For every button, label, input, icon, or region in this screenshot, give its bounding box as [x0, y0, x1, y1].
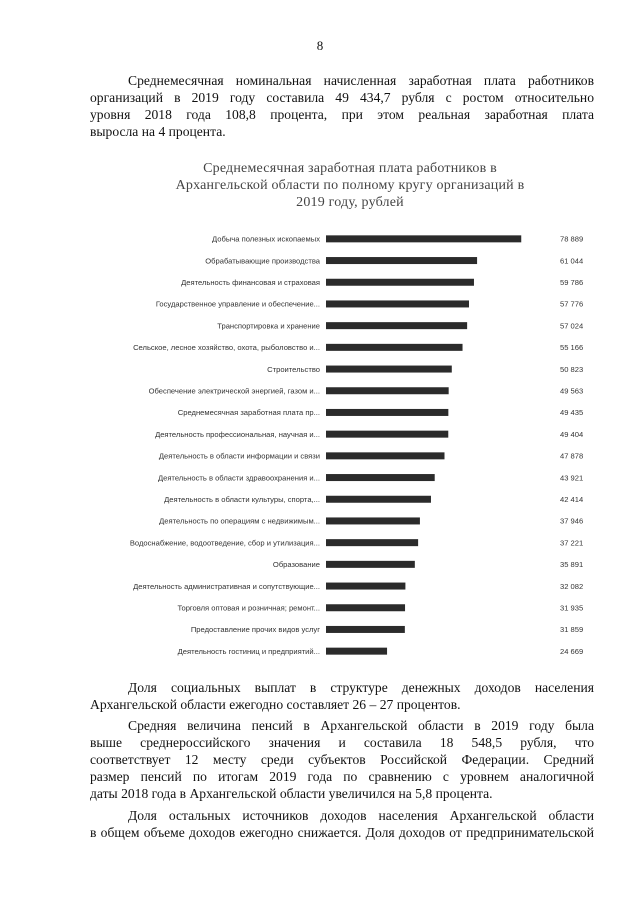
bar — [326, 300, 469, 307]
bar — [326, 431, 448, 438]
category-label: Деятельность в области информации и связи — [158, 451, 320, 461]
category-label: Деятельность финансовая и страховая — [181, 277, 320, 287]
chart-title — [140, 160, 560, 211]
bar — [326, 583, 405, 590]
other-income-line: Доля остальных источников доходов населения Архангельской области — [128, 808, 594, 823]
bar — [326, 517, 420, 524]
bar — [326, 496, 431, 503]
pensions-line: даты 2018 года в Архангельской области увеличился на 5,8 процента. — [90, 786, 493, 801]
bar — [326, 409, 448, 416]
bar — [326, 366, 452, 373]
value-label: 37 946 — [560, 516, 584, 526]
bar — [326, 474, 435, 481]
value-label: 42 414 — [560, 494, 584, 504]
value-label: 35 891 — [560, 560, 584, 570]
value-label: 49 435 — [560, 408, 584, 418]
category-label: Водоснабжение, водоотведение, сбор и утилизация... — [129, 538, 320, 548]
category-label: Деятельность по операциям с недвижимым... — [159, 516, 320, 526]
value-label: 61 044 — [560, 256, 584, 266]
intro-line: уровня 2018 года 108,8 процента, при этом реальная заработная плата — [90, 107, 594, 122]
category-label: Сельское, лесное хозяйство, охота, рыболовство и... — [133, 343, 320, 353]
category-label: Деятельность в области культуры, спорта,... — [164, 494, 320, 504]
value-label: 37 221 — [560, 538, 584, 548]
category-label: Торговля оптовая и розничная; ремонт... — [177, 603, 320, 613]
intro-line: выросла на 4 процента. — [90, 124, 226, 139]
social-paragraph — [90, 679, 594, 713]
value-label: 57 024 — [560, 321, 584, 331]
bar — [326, 235, 521, 242]
other-income-line: в общем объеме доходов ежегодно снижается. Доля доходов от предпринимательской — [90, 825, 594, 840]
social-line: Архангельской области ежегодно составляет 26 – 27 процентов. — [90, 697, 461, 712]
value-label: 47 878 — [560, 451, 584, 461]
category-label: Транспортировка и хранение — [217, 321, 320, 331]
bar — [326, 648, 387, 655]
intro-line: организаций в 2019 году составила 49 434,7 рубля с ростом относительно — [90, 90, 594, 105]
value-label: 78 889 — [560, 234, 584, 244]
bar — [326, 344, 463, 351]
bar — [326, 257, 477, 264]
category-label: Среднемесячная заработная плата пр... — [177, 408, 320, 418]
category-label: Деятельность в области здравоохранения и... — [157, 473, 320, 483]
value-label: 31 859 — [560, 625, 584, 635]
other-income-paragraph — [90, 807, 594, 841]
pensions-paragraph — [90, 717, 594, 802]
category-label: Предоставление прочих видов услуг — [190, 625, 320, 635]
value-label: 49 563 — [560, 386, 584, 396]
category-label: Обеспечение электрической энергией, газом и... — [148, 386, 320, 396]
category-label: Добыча полезных ископаемых — [212, 234, 320, 244]
social-line: Доля социальных выплат в структуре денежных доходов населения — [128, 680, 594, 695]
pensions-line: соответствует 12 месту среди субъектов Российской Федерации. Средний — [90, 752, 594, 767]
bar — [326, 561, 415, 568]
bar — [326, 539, 418, 546]
pensions-line: Средняя величина пенсий в Архангельской области в 2019 году была — [128, 718, 594, 733]
category-label: Обрабатывающие производства — [205, 256, 320, 266]
bar — [326, 626, 405, 633]
salary-bar-chart — [88, 218, 640, 658]
value-label: 43 921 — [560, 473, 584, 483]
page-number: 8 — [316, 38, 324, 53]
chart-title-line: Среднемесячная заработная плата работников в — [203, 161, 497, 176]
bar — [326, 279, 474, 286]
pensions-line: размер пенсий по итогам 2019 года по сравнению с уровнем аналогичной — [90, 769, 594, 784]
value-label: 59 786 — [560, 277, 584, 287]
category-label: Деятельность административная и сопутствующие... — [133, 581, 320, 591]
value-label: 55 166 — [560, 343, 584, 353]
value-label: 31 935 — [560, 603, 584, 613]
value-label: 32 082 — [560, 581, 584, 591]
category-label: Деятельность профессиональная, научная и... — [155, 429, 320, 439]
value-label: 57 776 — [560, 299, 584, 309]
chart-title-line: 2019 году, рублей — [296, 195, 404, 210]
bar — [326, 322, 467, 329]
pensions-line: выше среднероссийского значения и составила 18 548,5 рубля, что — [90, 735, 594, 750]
bar — [326, 452, 444, 459]
intro-line: Среднемесячная номинальная начисленная заработная плата работников — [128, 73, 594, 88]
category-label: Деятельность гостиниц и предприятий... — [177, 646, 320, 656]
value-label: 49 404 — [560, 429, 584, 439]
bar — [326, 604, 405, 611]
category-label: Образование — [272, 560, 320, 570]
value-label: 24 669 — [560, 646, 584, 656]
bar — [326, 387, 449, 394]
value-label: 50 823 — [560, 364, 584, 374]
chart-title-line: Архангельской области по полному кругу организаций в — [175, 178, 525, 193]
intro-paragraph — [90, 72, 594, 140]
category-label: Государственное управление и обеспечение... — [155, 299, 320, 309]
category-label: Строительство — [267, 364, 320, 374]
